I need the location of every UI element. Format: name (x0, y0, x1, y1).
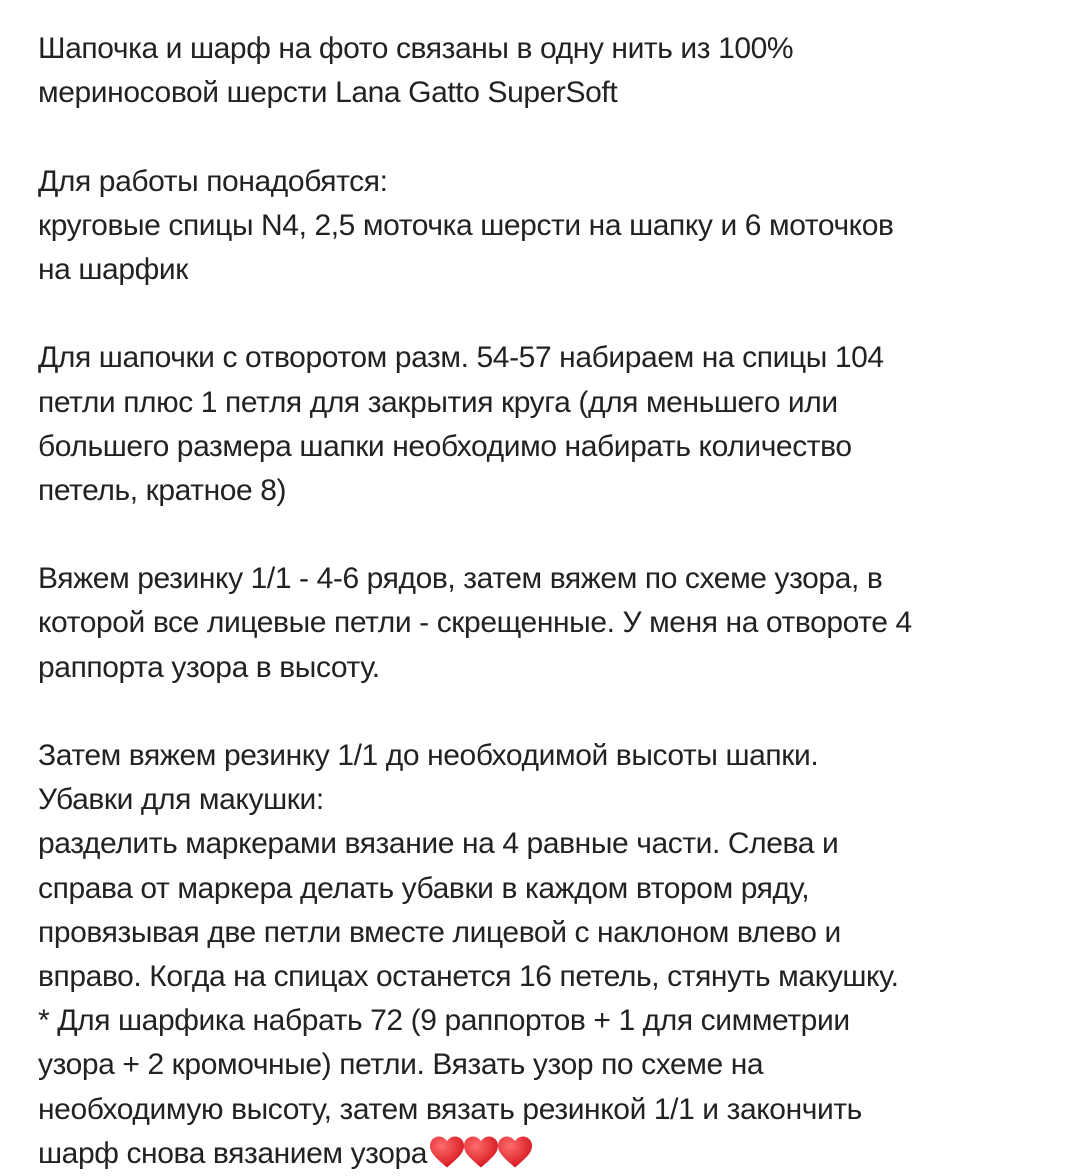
paragraph-ribbing (38, 557, 912, 690)
text-line: Вяжем резинку 1/1 - 4-6 рядов, затем вяжем по схеме узора, в (38, 562, 883, 596)
text-line: узора + 2 кромочные) петли. Вязать узор по схеме на (38, 1048, 764, 1082)
text-line: Для работы понадобятся: (38, 164, 388, 198)
paragraph-cast-on (38, 336, 912, 513)
blank-line (38, 115, 912, 159)
text-line: Затем вяжем резинку 1/1 до необходимой высоты шапки. (38, 739, 819, 772)
red-heart-icon (496, 1135, 534, 1169)
text-line: мериносовой шерсти Lana Gatto SuperSoft (38, 76, 618, 110)
text-line: Для шапочки с отворотом разм. 54-57 набираем на спицы 104 (38, 341, 884, 375)
text-line: шарф снова вязанием узора (38, 1136, 428, 1170)
text-line-last (38, 1132, 912, 1176)
text-line: Убавки для макушки: (38, 783, 324, 817)
hearts-group (428, 1135, 530, 1169)
text-line: круговые спицы N4, 2,5 моточка шерсти на шапку и 6 моточков (38, 208, 894, 242)
text-line: на шарфик (38, 252, 188, 286)
text-line: которой все лицевые петли - скрещенные. У меня на отвороте 4 (38, 606, 912, 640)
text-line: раппорта узора в высоту. (38, 650, 380, 684)
text-line: провязывая две петли вместе лицевой с наклоном влево и (38, 915, 841, 949)
text-line: петли плюс 1 петля для закрытия круга (для меньшего или (38, 385, 838, 419)
text-line: Шапочка и шарф на фото связаны в одну нить из 100% (38, 32, 794, 65)
paragraph-materials (38, 27, 912, 115)
text-line: * Для шарфика набрать 72 (9 раппортов + 1 для симметрии (38, 1004, 850, 1038)
text-line: разделить маркерами вязание на 4 равные части. Слева и (38, 827, 839, 861)
post-text (38, 27, 912, 1176)
blank-line (38, 690, 912, 734)
red-heart-icon (462, 1135, 500, 1169)
blank-line (38, 513, 912, 557)
paragraph-decreases-scarf (38, 734, 912, 1176)
text-line: петель, кратное 8) (38, 473, 287, 507)
text-line: вправо. Когда на спицах останется 16 петель, стянуть макушку. (38, 959, 899, 993)
text-line: справа от маркера делать убавки в каждом втором ряду, (38, 871, 810, 905)
text-line: необходимую высоту, затем вязать резинкой 1/1 и закончить (38, 1092, 862, 1126)
paragraph-tools (38, 160, 912, 293)
text-line: большего размера шапки необходимо набирать количество (38, 429, 852, 463)
blank-line (38, 292, 912, 336)
red-heart-icon (428, 1135, 466, 1169)
